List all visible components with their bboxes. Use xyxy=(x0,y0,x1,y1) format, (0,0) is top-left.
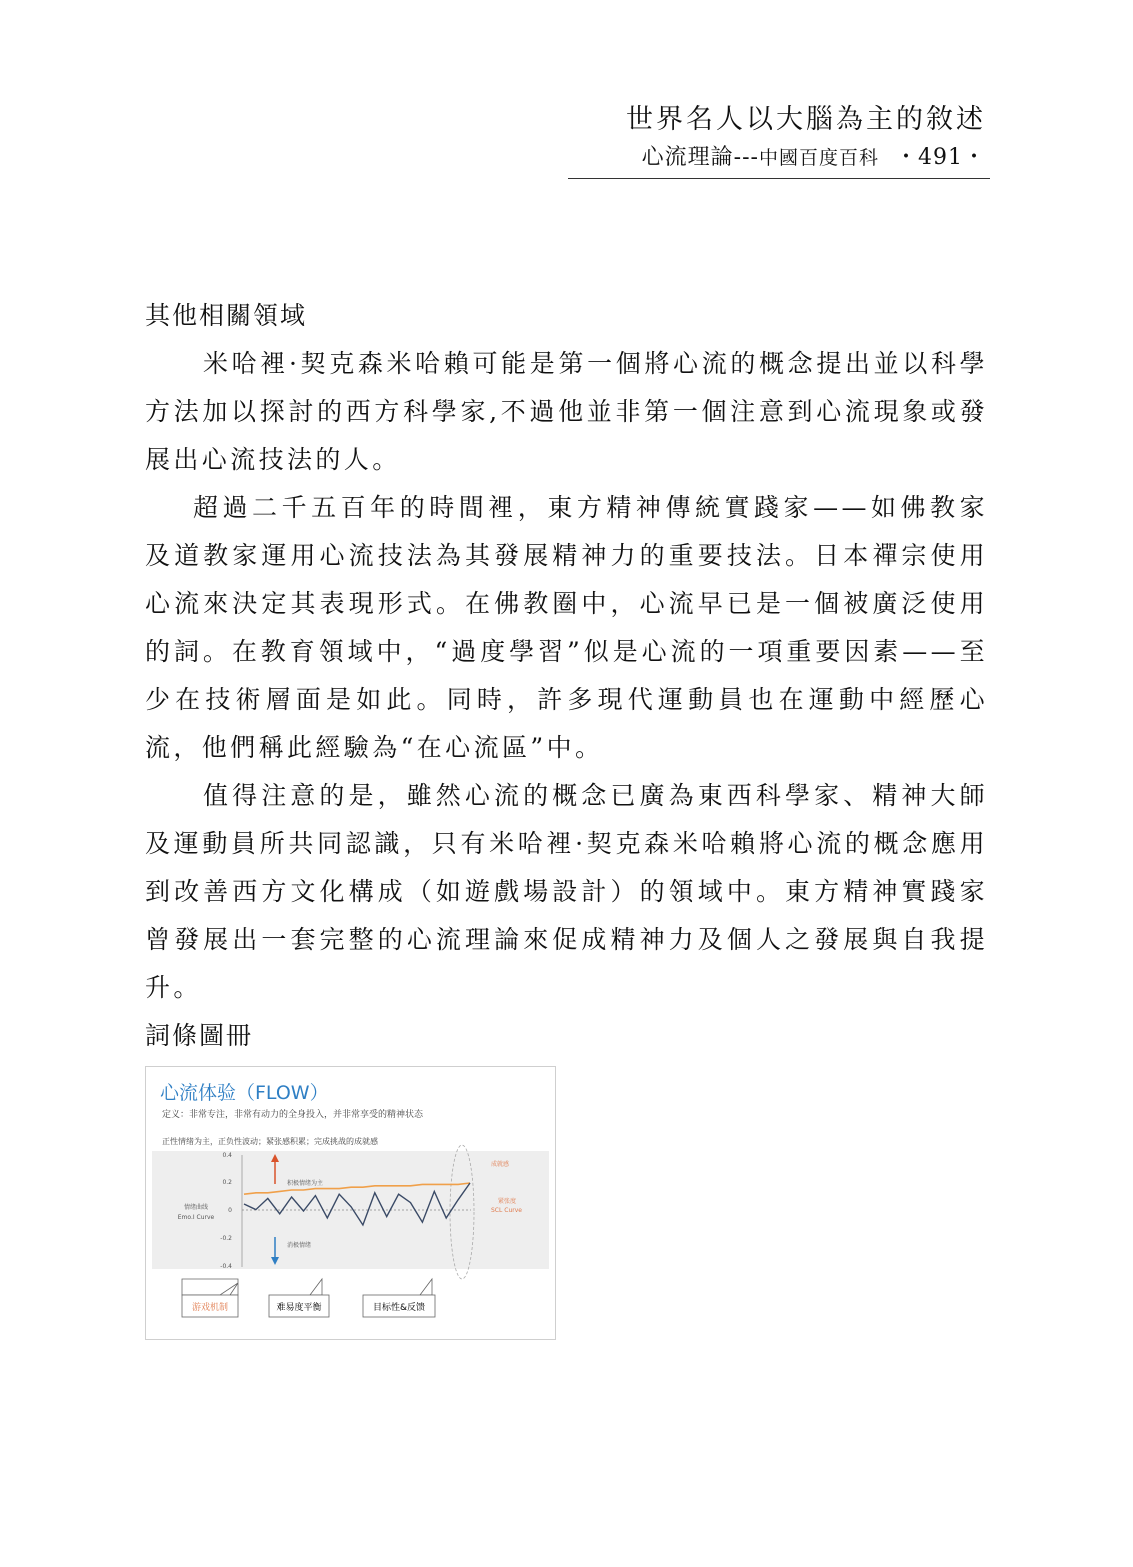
figure-caption: 詞條圖冊 xyxy=(145,1021,254,1050)
right-label-mid-2: SCL Curve xyxy=(491,1207,522,1214)
left-label-2: Emo.I Curve xyxy=(177,1214,215,1221)
header-rule xyxy=(568,178,990,179)
bubble-1-label: 游戏机制 xyxy=(191,1303,229,1313)
paragraph-3: 值得注意的是，雖然心流的概念已廣為東西科學家、精神大師及運動員所共同認識，只有米哈裡·契克森米哈賴將心流的概念應用到改善西方文化構成（如遊戲場設計）的領域中。東方精神實踐家曾發展出一套完整的心流理論來促成精神力及個人之發展與自我提升。 xyxy=(145,781,988,1002)
bubble-2-tail xyxy=(310,1279,322,1295)
y-tick-2: 0.2 xyxy=(222,1179,232,1186)
page-content xyxy=(145,292,988,1354)
bubble-3-label: 目标性&反馈 xyxy=(372,1303,426,1313)
y-tick-3: 0 xyxy=(228,1207,232,1214)
flow-chart-figure xyxy=(145,1066,556,1340)
right-label-top: 成就感 xyxy=(491,1161,510,1168)
figure-title: 心流体验（FLOW） xyxy=(160,1082,329,1104)
flow-chart-svg xyxy=(146,1067,555,1339)
header-subtitle xyxy=(566,140,986,176)
bubble-1-shape xyxy=(182,1279,238,1295)
header-title: 世界名人以大腦為主的敘述 xyxy=(626,104,986,135)
down-label: 消极情绪 xyxy=(287,1242,312,1249)
up-label: 积极情绪为主 xyxy=(287,1180,324,1187)
y-tick-1: 0.4 xyxy=(222,1152,232,1159)
header-subtitle-source: 中國百度百科 xyxy=(758,147,879,169)
bubble-2-label: 难易度平衡 xyxy=(276,1303,322,1313)
paragraph-1: 米哈裡·契克森米哈賴可能是第一個將心流的概念提出並以科學方法加以探討的西方科學家,不過他並非第一個注意到心流現象或發展出心流技法的人。 xyxy=(145,349,988,474)
section-heading: 其他相關領域 xyxy=(145,301,308,330)
paragraph-2: 超過二千五百年的時間裡，東方精神傳統實踐家——如佛教家及道教家運用心流技法為其發展精神力的重要技法。日本禪宗使用心流來決定其表現形式。在佛教圈中，心流早已是一個被廣泛使用 的詞。在教育領域中，“過度學習”似是心流的一項重要因素——至少在技術層面是如此。同時，許多現代運動員也在運動中經歷心流，他們稱此經驗為“在心流區”中。 xyxy=(145,493,988,762)
figure-definition: 定义：非常专注，非常有动力的全身投入，并非常享受的精神状态 xyxy=(162,1110,424,1120)
page-number: ・491・ xyxy=(895,145,986,170)
bubble-3-tail xyxy=(420,1279,432,1295)
y-tick-5: -0.4 xyxy=(220,1263,232,1270)
left-label-1: 情绪曲线 xyxy=(183,1204,209,1211)
header-subtitle-main: 心流理論--- xyxy=(641,145,759,170)
y-tick-4: -0.2 xyxy=(220,1235,232,1242)
page-header xyxy=(566,100,986,176)
right-label-mid-1: 紧张度 xyxy=(498,1198,517,1205)
figure-subtitle: 正性情绪为主，正负性波动；紧张感积累；完成挑战的成就感 xyxy=(162,1137,378,1146)
